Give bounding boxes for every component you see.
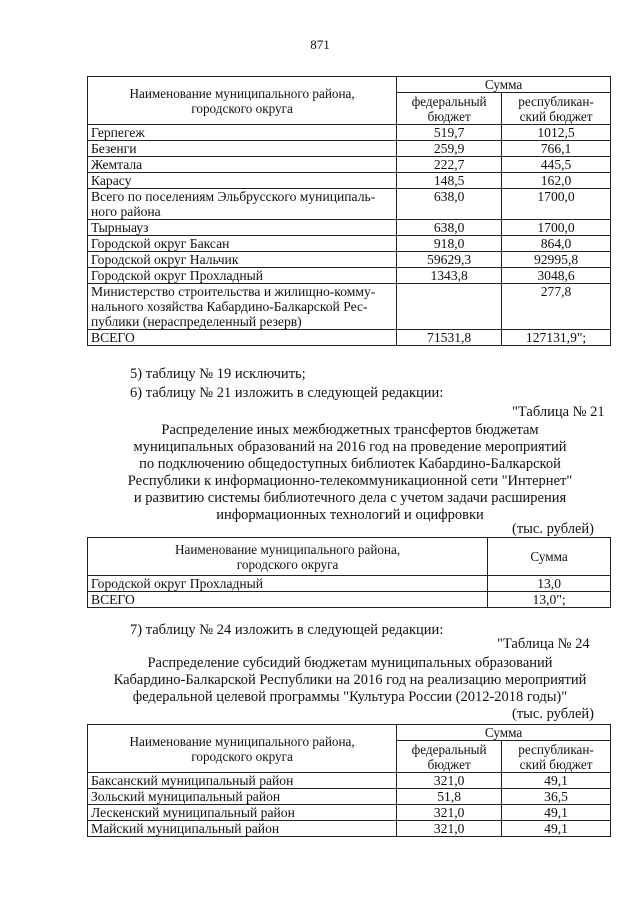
row-name-cell: Тырныауз bbox=[88, 220, 397, 236]
row-name-cell: Городской округ Прохладный bbox=[88, 268, 397, 284]
row-rep-cell: 162,0 bbox=[502, 173, 611, 189]
row-rep-cell: 127131,9"; bbox=[502, 330, 611, 346]
table-row bbox=[88, 284, 611, 330]
row-name-cell: Герпегеж bbox=[88, 125, 397, 141]
row-fed-cell: 519,7 bbox=[397, 125, 502, 141]
table-24 bbox=[87, 724, 611, 837]
units-label: (тыс. рублей) bbox=[512, 706, 594, 722]
item-6-text: 6) таблицу № 21 изложить в следующей редакции: bbox=[130, 385, 444, 401]
row-name-cell: Безенги bbox=[88, 141, 397, 157]
header-republic-budget: республикан- ский бюджет bbox=[502, 741, 611, 773]
title-line: и развитию системы библиотечного дела с учетом задачи расширения bbox=[133, 490, 567, 506]
row-fed-cell: 259,9 bbox=[397, 141, 502, 157]
row-name-cell: Всего по поселениям Эльбрусского муниципаль- ного района bbox=[88, 189, 397, 220]
table-row bbox=[88, 173, 611, 189]
row-sum-cell: 13,0 bbox=[488, 576, 611, 592]
title-line: федеральной целевой программы "Культура России (2012-2018 годы)" bbox=[132, 689, 568, 705]
row-fed-cell: 321,0 bbox=[397, 821, 502, 837]
header-federal-budget: федеральный бюджет bbox=[397, 741, 502, 773]
table-row bbox=[88, 125, 611, 141]
row-rep-cell: 277,8 bbox=[502, 284, 611, 330]
title-line: муниципальных образований на 2016 год на проведение мероприятий bbox=[133, 439, 567, 455]
row-rep-cell: 445,5 bbox=[502, 157, 611, 173]
table-row bbox=[88, 220, 611, 236]
row-rep-cell: 49,1 bbox=[502, 773, 611, 789]
title-line: по подключению общедоступных библиотек Кабардино-Балкарской bbox=[139, 456, 561, 472]
row-name-cell: Министерство строительства и жилищно-комму- нального хозяйства Кабардино-Балкарской Рес- публики (нераспределенный резерв) bbox=[88, 284, 397, 330]
table-row bbox=[88, 330, 611, 346]
table-row bbox=[88, 773, 611, 789]
table-21-label: "Таблица № 21 bbox=[512, 404, 605, 420]
row-fed-cell: 51,8 bbox=[397, 789, 502, 805]
row-fed-cell: 918,0 bbox=[397, 236, 502, 252]
table-row bbox=[88, 157, 611, 173]
row-name-cell: Городской округ Баксан bbox=[88, 236, 397, 252]
row-fed-cell: 321,0 bbox=[397, 805, 502, 821]
row-fed-cell bbox=[397, 284, 502, 330]
title-line: Кабардино-Балкарской Республики на 2016 год на реализацию мероприятий bbox=[113, 672, 587, 688]
row-name-cell: Городской округ Нальчик bbox=[88, 252, 397, 268]
row-rep-cell: 1700,0 bbox=[502, 220, 611, 236]
row-rep-cell: 766,1 bbox=[502, 141, 611, 157]
table-24-label: "Таблица № 24 bbox=[497, 636, 590, 652]
row-fed-cell: 148,5 bbox=[397, 173, 502, 189]
title-line: информационных технологий и оцифровки bbox=[216, 507, 484, 523]
row-rep-cell: 864,0 bbox=[502, 236, 611, 252]
table-transfers-elbrus bbox=[87, 76, 611, 346]
table-row bbox=[88, 576, 611, 592]
row-rep-cell: 1700,0 bbox=[502, 189, 611, 220]
table-24-title bbox=[0, 655, 640, 706]
table-row bbox=[88, 789, 611, 805]
table-21 bbox=[87, 537, 611, 608]
row-fed-cell: 71531,8 bbox=[397, 330, 502, 346]
row-fed-cell: 222,7 bbox=[397, 157, 502, 173]
row-rep-cell: 92995,8 bbox=[502, 252, 611, 268]
table-row bbox=[88, 236, 611, 252]
table-row bbox=[88, 252, 611, 268]
header-name-column: Наименование муниципального района, городского округа bbox=[88, 538, 488, 576]
row-name-cell: Карасу bbox=[88, 173, 397, 189]
header-sum: Сумма bbox=[397, 725, 611, 741]
table-21-title bbox=[0, 422, 640, 524]
table-row bbox=[88, 268, 611, 284]
row-fed-cell: 1343,8 bbox=[397, 268, 502, 284]
header-sum: Сумма bbox=[397, 77, 611, 93]
page-number: 871 bbox=[310, 37, 330, 52]
row-name-cell: Баксанский муниципальный район bbox=[88, 773, 397, 789]
table-row bbox=[88, 805, 611, 821]
title-line: Распределение субсидий бюджетам муниципальных образований bbox=[147, 655, 553, 671]
table-row bbox=[88, 141, 611, 157]
row-name-cell: ВСЕГО bbox=[88, 330, 397, 346]
row-sum-cell: 13,0"; bbox=[488, 592, 611, 608]
row-fed-cell: 638,0 bbox=[397, 189, 502, 220]
title-line: Распределение иных межбюджетных трансфертов бюджетам bbox=[161, 422, 539, 438]
header-name-column: Наименование муниципального района, городского округа bbox=[88, 77, 397, 125]
table-row bbox=[88, 821, 611, 837]
row-rep-cell: 49,1 bbox=[502, 805, 611, 821]
table-row bbox=[88, 189, 611, 220]
row-fed-cell: 638,0 bbox=[397, 220, 502, 236]
row-name-cell: Майский муниципальный район bbox=[88, 821, 397, 837]
item-7-text: 7) таблицу № 24 изложить в следующей редакции: bbox=[130, 622, 444, 638]
row-rep-cell: 49,1 bbox=[502, 821, 611, 837]
row-name-cell: Зольский муниципальный район bbox=[88, 789, 397, 805]
row-fed-cell: 59629,3 bbox=[397, 252, 502, 268]
header-federal-budget: федеральный бюджет bbox=[397, 93, 502, 125]
row-rep-cell: 3048,6 bbox=[502, 268, 611, 284]
row-name-cell: Жемтала bbox=[88, 157, 397, 173]
header-republic-budget: республикан- ский бюджет bbox=[502, 93, 611, 125]
table-row bbox=[88, 592, 611, 608]
row-name-cell: Городской округ Прохладный bbox=[88, 576, 488, 592]
row-fed-cell: 321,0 bbox=[397, 773, 502, 789]
header-sum: Сумма bbox=[488, 538, 611, 576]
item-5-text: 5) таблицу № 19 исключить; bbox=[130, 366, 306, 382]
row-name-cell: Лескенский муниципальный район bbox=[88, 805, 397, 821]
row-rep-cell: 36,5 bbox=[502, 789, 611, 805]
title-line: Республики к информационно-телекоммуникационной сети "Интернет" bbox=[127, 473, 573, 489]
units-label: (тыс. рублей) bbox=[512, 521, 594, 537]
row-rep-cell: 1012,5 bbox=[502, 125, 611, 141]
header-name-column: Наименование муниципального района, городского округа bbox=[88, 725, 397, 773]
row-name-cell: ВСЕГО bbox=[88, 592, 488, 608]
